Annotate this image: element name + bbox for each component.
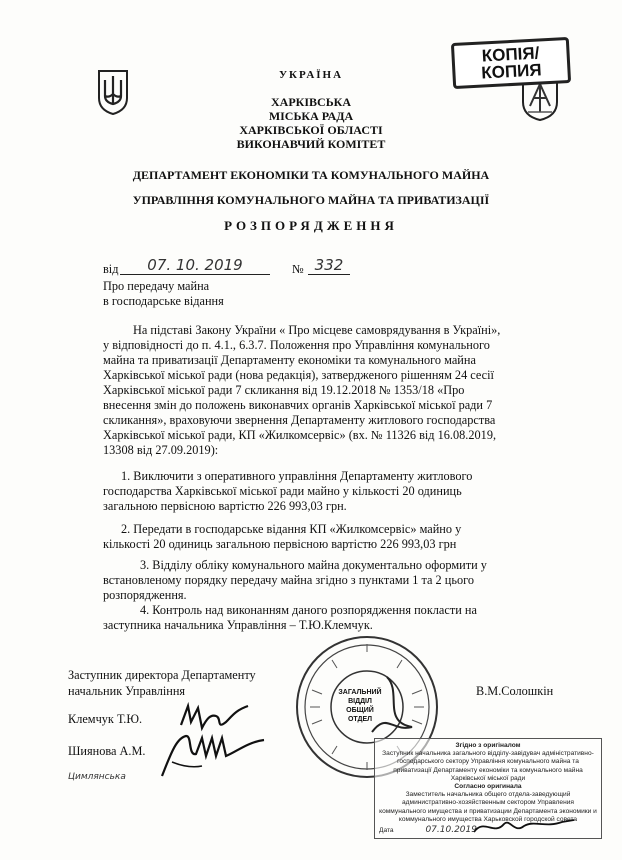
signer-position-line2: начальник Управління — [68, 684, 186, 698]
council-line3: ХАРКІВСЬКОЇ ОБЛАСТІ — [239, 123, 383, 137]
preamble-line7: скликання», враховуючи звернення Департаменту житлового господарства — [103, 413, 496, 427]
cert-signature-icon — [470, 814, 580, 840]
item2-line1: 2. Передати в господарське відання КП «Жилкомсервіс» майно у — [121, 522, 462, 536]
signer-position-line1: Заступник директора Департаменту — [68, 668, 256, 682]
department-heading: ДЕПАРТАМЕНТ ЕКОНОМІКИ ТА КОМУНАЛЬНОГО МАЙНА — [132, 168, 490, 182]
item3-line1: 3. Відділу обліку комунального майна документально оформити у — [140, 558, 487, 572]
council-line2: МІСЬКА РАДА — [268, 109, 354, 123]
item4-line2: заступника начальника Управління – Т.Ю.Клемчук. — [103, 618, 373, 632]
item1-line2: господарства Харківської міської ради майно у кількості 20 одиниць — [103, 484, 462, 498]
item4-line1: 4. Контроль над виконанням даного розпорядження покласти на — [140, 603, 477, 617]
directorate-heading: УПРАВЛІННЯ КОМУНАЛЬНОГО МАЙНА ТА ПРИВАТИЗАЦІЇ — [132, 193, 490, 207]
preamble-line8: Харківської міської ради, КП «Жилкомсервіс» (вх. № 11326 від 16.08.2019, — [103, 428, 497, 442]
copy-stamp-line2: КОПИЯ — [480, 60, 543, 83]
subject-line2: в господарське відання — [103, 294, 224, 308]
cert-title-rus: Согласно оригинала — [454, 783, 522, 791]
date-label: від — [103, 262, 119, 276]
item1-line1: 1. Виключити з оперативного управління Департаменту житлового — [121, 469, 473, 483]
subject-line1: Про передачу майна — [103, 279, 210, 293]
council-line1: ХАРКІВСЬКА — [270, 95, 351, 109]
preamble-line5: Харківської міської ради 7 скликання від 19.12.2018 № 1353/18 «Про — [103, 383, 465, 397]
cert-title-ukr: Згідно з оригіналом — [455, 742, 521, 749]
seal-inner-text — [334, 688, 386, 724]
preamble-line2: у відповідності до п. 4.1., 6.3.7. Положення про Управління комунального — [103, 338, 490, 352]
seal-inner-line1: ЗАГАЛЬНИЙ — [338, 689, 382, 696]
number-value: 332 — [308, 256, 350, 275]
signer-name: В.М.Солошкін — [476, 684, 554, 698]
cert-date-label: Дата — [379, 827, 394, 835]
preamble-line9: 13308 від 27.09.2019): — [103, 443, 219, 457]
preamble-line6: внесення змін до положень виконавчих органів Харківської міської ради 7 — [103, 398, 493, 412]
preamble-line1: На підставі Закону України « Про місцеве самоврядування в Україні», — [133, 323, 501, 337]
preamble-line4: Харківської міської ради (нова редакція), затвердженого рішенням 24 сесії — [103, 368, 494, 382]
item3-line3: розпорядження. — [103, 588, 187, 602]
seal-inner-line3: ОБЩИЙ ОТДЕЛ — [346, 707, 374, 723]
item2-line2: кількості 20 одиниць загальною первісною вартістю 226 993,03 грн — [103, 537, 457, 551]
country-heading: УКРАЇНА — [278, 69, 344, 81]
seal-inner-line2: ВІДДІЛ — [348, 698, 372, 705]
date-value: 07. 10. 2019 — [120, 256, 270, 275]
copy-stamp-line1: КОПІЯ/ — [481, 43, 540, 66]
number-label: № — [292, 262, 304, 276]
copy-stamp — [451, 37, 571, 89]
cert-text-rus: Заместитель начальника общего отдела-заведующий административно-хозяйственным сектором Управления коммунального имущества и приватизации Департамента экономики и коммунального имущества Харьковской городской совета — [379, 791, 597, 823]
approver2-signature-icon — [152, 726, 272, 786]
executor-name: Цимлянська — [68, 772, 126, 782]
approver1-name: Клемчук Т.Ю. — [68, 712, 143, 726]
item1-line3: загальною первісною вартістю 226 993,03 грн. — [103, 499, 347, 513]
cert-date-value: 07.10.2019 — [425, 825, 477, 836]
approver2-name: Шиянова А.М. — [68, 744, 146, 758]
cert-text-ukr: Заступник начальника загального відділу-завідувач адміністративно-господарського сектору Управління комунального майна та приватизації Департаменту економіки та комунального майна Харківської міської ради — [382, 750, 594, 782]
executive-committee: ВИКОНАВЧИЙ КОМІТЕТ — [236, 137, 386, 151]
document-title: РОЗПОРЯДЖЕННЯ — [224, 218, 398, 233]
item3-line2: встановленому порядку передачу майна згідно з пунктами 1 та 2 цього — [103, 573, 474, 587]
preamble-line3: майна та приватизації Департаменту економіки та комунального майна — [103, 353, 476, 367]
